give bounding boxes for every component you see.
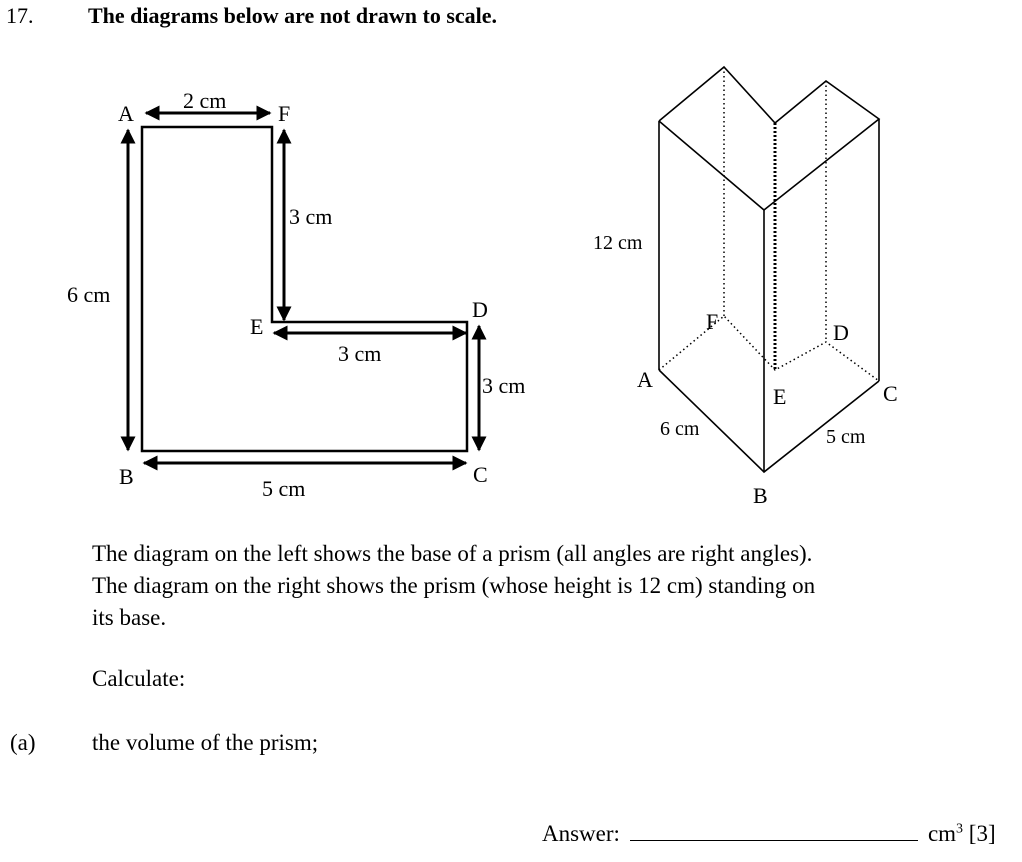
base-diagram: [67, 88, 525, 501]
base-vertex-e: E: [250, 314, 264, 339]
prism-vertex-b: B: [753, 483, 768, 508]
answer-marks: [3]: [968, 821, 996, 846]
base-dim-dc: 3 cm: [482, 373, 526, 398]
base-dim-af: 2 cm: [183, 88, 227, 113]
prism-labels: [593, 232, 898, 508]
base-vertex-c: C: [473, 462, 488, 487]
prism-vertex-c: C: [883, 381, 898, 406]
base-dim-fe: 3 cm: [289, 204, 333, 229]
answer-blank[interactable]: [630, 820, 918, 841]
answer-label: Answer:: [542, 821, 620, 846]
prism-dim-ab: 6 cm: [660, 418, 700, 440]
base-vertex-a: A: [118, 101, 134, 126]
prism-top-face: [659, 67, 879, 210]
description: [92, 538, 992, 634]
answer-unit: cm: [927, 821, 957, 846]
base-outline: [142, 127, 467, 451]
question-number: 17.: [6, 3, 34, 28]
part-a-text: the volume of the prism;: [92, 730, 319, 755]
prism-dim-bc: 5 cm: [826, 426, 866, 448]
base-dim-ab: 6 cm: [67, 282, 111, 307]
part-a-label: (a): [10, 730, 36, 755]
description-line-1: The diagram on the left shows the base of a prism (all angles are right angles).: [92, 541, 813, 566]
base-dim-ed: 3 cm: [338, 341, 382, 366]
description-line-2: The diagram on the right shows the prism (whose height is 12 cm) standing on: [92, 573, 816, 598]
description-line-3: its base.: [92, 605, 167, 630]
prism-vertex-a: A: [637, 367, 653, 392]
prism-dim-height: 12 cm: [593, 232, 643, 254]
base-dim-bc: 5 cm: [262, 476, 306, 501]
prism-diagram: [659, 67, 879, 472]
base-vertex-b: B: [119, 464, 134, 489]
base-vertex-f: F: [278, 101, 291, 126]
prism-vertex-f: F: [706, 309, 719, 334]
question-title: The diagrams below are not drawn to scale.: [88, 3, 498, 28]
calculate-label: Calculate:: [92, 666, 186, 691]
prism-vertex-e: E: [773, 384, 787, 409]
answer-line: [542, 820, 996, 847]
base-vertex-d: D: [472, 297, 488, 322]
answer-unit-power: 3: [956, 821, 964, 837]
prism-vertex-d: D: [833, 320, 849, 345]
